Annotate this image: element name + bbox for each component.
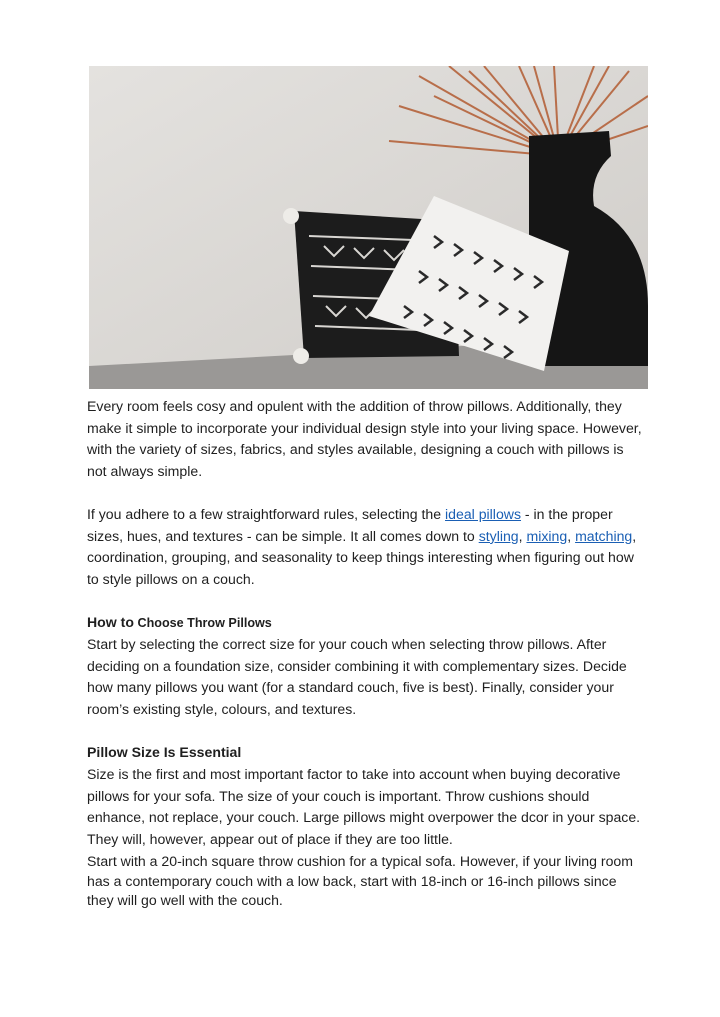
rules-text-5: , coordination, grouping, and seasonality to keep things interesting when figuring out how to style pillows on a couch.: [87, 527, 637, 588]
styling-link[interactable]: styling: [478, 527, 519, 544]
choose-paragraph-text: Start by selecting the correct size for your couch when selecting throw pillows. After deciding on a foundation size, consider combining it with complementary sizes. Decide how many pillows you want (for a standard couch, five is best). Finally, consider your room’s existing style, colours, and textures.: [87, 636, 627, 718]
tassel-top: [283, 208, 299, 224]
pillows-photo: [89, 66, 648, 389]
size-paragraph-text: Size is the first and most important factor to take into account when buying decorative pillows for your sofa. The size of your couch is important. Throw cushions should enhance, not replace, your couch. Large pillows might overpower the dcor in your space. They will, however, appear out of place if they are too little.: [87, 766, 641, 848]
intro-paragraph: [87, 396, 647, 483]
matching-link[interactable]: matching: [575, 527, 633, 544]
heading-choose-throw-pillows: [87, 612, 647, 635]
heading-choose-lead: How to: [87, 614, 134, 630]
rules-text-2: - in the proper sizes, hues, and textures - can be simple. It all comes down to: [87, 506, 613, 544]
heading-pillow-size: Pillow Size Is Essential: [87, 744, 242, 760]
ideal-pillows-link[interactable]: ideal pillows: [445, 506, 522, 522]
intro-paragraph-text: Every room feels cosy and opulent with the addition of throw pillows. Additionally, they make it simple to incorporate your individual design style into your living space. However, with the variety of sizes, fabrics, and styles available, designing a couch with pillows is not always simple.: [87, 398, 642, 480]
start-paragraph: [87, 852, 647, 911]
rules-text-4: ,: [567, 527, 576, 544]
tassel-bottom: [293, 348, 309, 364]
pillows-photo-illustration: [89, 66, 648, 389]
rules-text-3: ,: [518, 527, 527, 544]
mixing-link[interactable]: mixing: [526, 527, 568, 544]
start-paragraph-text: Start with a 20-inch square throw cushion for a typical sofa. However, if your living room has a contemporary couch with a low back, start with 18-inch or 16-inch pillows since they will go well with the couch.: [87, 853, 633, 908]
heading-choose-rest: Choose Throw Pillows: [133, 616, 272, 630]
size-paragraph: [87, 764, 647, 851]
choose-paragraph: [87, 634, 647, 721]
rules-text-1: If you adhere to a few straightforward rules, selecting the: [87, 506, 446, 522]
rules-paragraph: [87, 504, 647, 591]
